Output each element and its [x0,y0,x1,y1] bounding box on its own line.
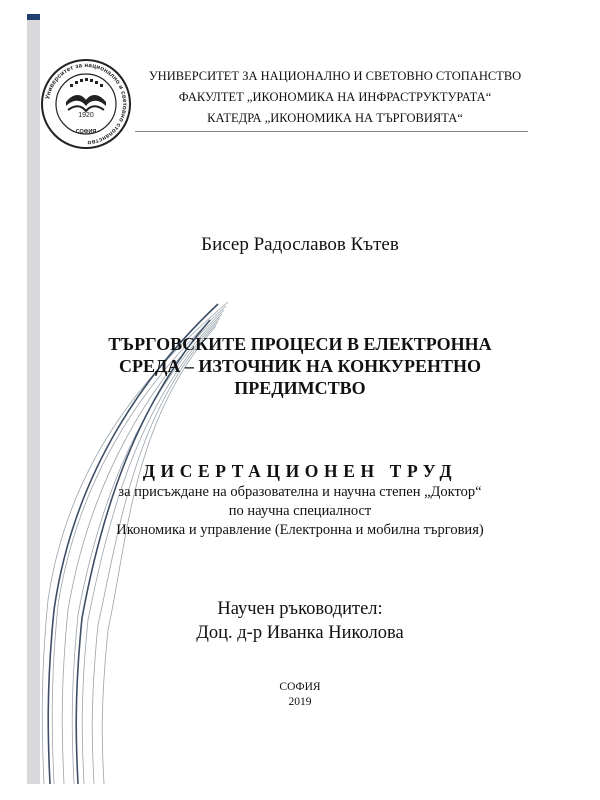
dissertation-heading: ДИСЕРТАЦИОНЕН ТРУД [142,461,458,481]
specialty-name: Икономика и управление (Електронна и мобилна търговия) [116,522,484,538]
seal-year: 1920 [78,112,94,119]
supervisor-name: Доц. д-р Иванка Николова [196,623,404,643]
dissertation-title [60,333,540,399]
place-year: 2019 [288,696,312,708]
author-name: Бисер Радославов Кътев [201,234,399,255]
title-line-1: ТЪРГОВСКИТЕ ПРОЦЕСИ В ЕЛЕКТРОННА [108,334,492,354]
header-divider [135,131,528,132]
faculty-name: ФАКУЛТЕТ „ИКОНОМИКА НА ИНФРАСТРУКТУРАТА“ [178,90,492,104]
specialty-label: по научна специалност [228,503,372,519]
title-line-3: ПРЕДИМСТВО [234,378,366,398]
department-name: КАТЕДРА „ИКОНОМИКА НА ТЪРГОВИЯТА“ [207,111,463,125]
supervisor-block [40,597,560,645]
institution-header [135,66,535,129]
supervisor-label: Научен ръководител: [217,599,383,619]
left-sidebar-accent [27,14,40,20]
university-name: УНИВЕРСИТЕТ ЗА НАЦИОНАЛНО И СВЕТОВНО СТОПАНСТВО [148,69,522,83]
left-sidebar-bar [27,14,40,784]
place-and-year [40,680,560,710]
seal-city: • СОФИЯ • [72,129,100,135]
dissertation-description [40,483,560,540]
degree-line: за присъждане на образователна и научна степен „Доктор“ [118,484,482,500]
place-city: СОФИЯ [279,681,321,693]
university-seal-icon [40,58,132,150]
title-line-2: СРЕДА – ИЗТОЧНИК НА КОНКУРЕНТНО [119,356,481,376]
seal-ring-text: Университет за национално и световно стопанство [44,61,129,147]
